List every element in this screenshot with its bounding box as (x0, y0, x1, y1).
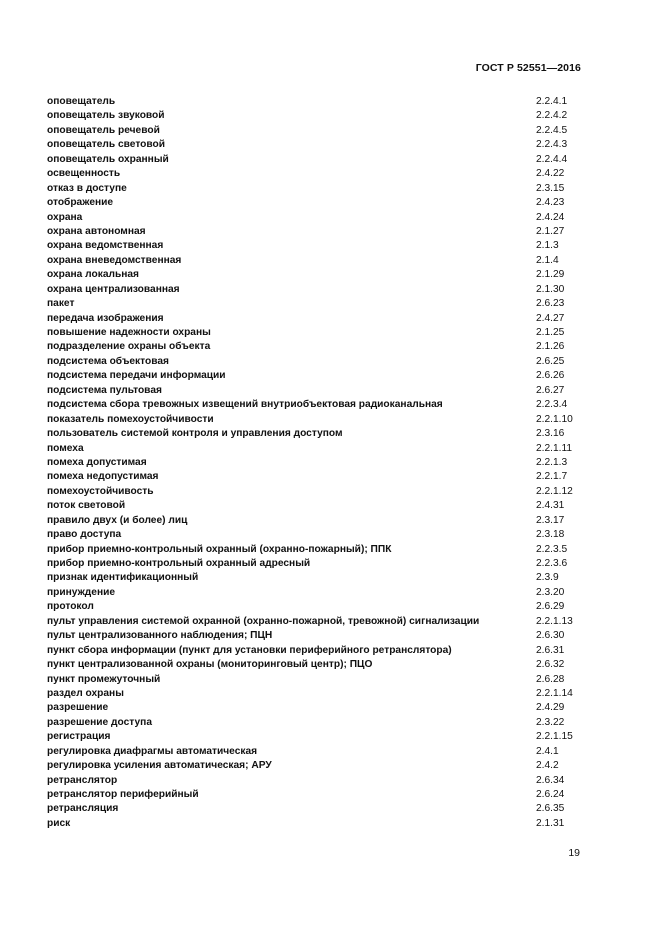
index-reference: 2.4.29 (536, 702, 565, 714)
index-entry (47, 153, 587, 167)
index-reference: 2.4.22 (536, 168, 565, 180)
index-term: пункт сбора информации (пункт для установки периферийного ретранслятора) (47, 644, 452, 656)
index-reference: 2.2.1.15 (536, 731, 573, 743)
index-reference: 2.6.24 (536, 789, 565, 800)
index-reference: 2.3.22 (536, 716, 565, 728)
index-reference: 2.6.35 (536, 803, 565, 815)
index-reference: 2.3.15 (536, 182, 565, 194)
index-reference: 2.1.3 (536, 240, 559, 252)
index-entry (47, 557, 587, 571)
index-term: пользователь системой контроля и управления доступом (47, 428, 343, 440)
index-entry (47, 297, 587, 311)
index-term: пакет (47, 298, 75, 310)
index-reference: 2.3.9 (536, 572, 559, 584)
index-reference: 2.6.25 (536, 355, 565, 367)
index-term: охрана автономная (47, 225, 146, 237)
index-reference: 2.2.1.10 (536, 413, 573, 425)
index-term: пульт централизованного наблюдения; ПЦН (47, 630, 273, 642)
index-term: оповещатель охранный (47, 153, 169, 165)
index-entry (47, 644, 587, 658)
index-term: подсистема передачи информации (47, 370, 226, 382)
index-reference: 2.6.31 (536, 644, 565, 656)
index-entry (47, 586, 587, 600)
index-reference: 2.2.4.4 (536, 153, 568, 165)
index-entry (47, 95, 587, 109)
index-term: передача изображения (47, 312, 164, 324)
index-term: поток световой (47, 500, 126, 512)
index-reference: 2.4.2 (536, 760, 559, 772)
index-entry (47, 109, 587, 123)
index-entry (47, 442, 587, 456)
index-term: разрешение доступа (47, 716, 152, 728)
index-term: охрана (47, 211, 83, 223)
index-reference: 2.2.4.3 (536, 139, 568, 151)
index-entry (47, 499, 587, 513)
index-entry (47, 211, 587, 225)
index-reference: 2.6.34 (536, 774, 565, 786)
index-reference: 2.2.1.12 (536, 485, 573, 497)
index-term: подсистема объектовая (47, 355, 169, 367)
index-entry (47, 687, 587, 701)
index-term: раздел охраны (47, 687, 124, 699)
index-reference: 2.3.18 (536, 529, 565, 541)
index-term: ретранслятор (47, 774, 118, 786)
index-entry (47, 196, 587, 210)
index-reference: 2.4.24 (536, 211, 565, 223)
index-entry (47, 802, 587, 816)
index-reference: 2.2.3.5 (536, 543, 568, 555)
index-term: принуждение (47, 586, 116, 598)
index-term: оповещатель световой (47, 139, 166, 151)
index-entry (47, 543, 587, 557)
index-reference: 2.6.30 (536, 630, 565, 642)
index-reference: 2.2.1.13 (536, 615, 573, 627)
index-entry (47, 571, 587, 585)
index-reference: 2.4.31 (536, 500, 565, 512)
index-term: пункт централизованной охраны (мониторинговый центр); ПЦО (47, 659, 373, 671)
index-term: прибор приемно-контрольный охранный адресный (47, 558, 311, 569)
index-entry (47, 673, 587, 687)
index-entry (47, 427, 587, 441)
index-entry (47, 730, 587, 744)
index-term: прибор приемно-контрольный охранный (охранно-пожарный); ППК (47, 543, 392, 555)
index-term: подсистема пультовая (47, 384, 162, 396)
index-term: регулировка диафрагмы автоматическая (47, 745, 258, 757)
index-entry (47, 629, 587, 643)
index-term: право доступа (47, 529, 122, 541)
index-entry (47, 716, 587, 730)
index-entry (47, 701, 587, 715)
index-entry (47, 283, 587, 297)
index-reference: 2.2.3.4 (536, 399, 568, 411)
index-entry (47, 225, 587, 239)
index-entry (47, 355, 587, 369)
index-term: признак идентификационный (47, 572, 199, 584)
index-reference: 2.2.4.5 (536, 124, 568, 136)
index-reference: 2.1.27 (536, 225, 565, 237)
index-term: охрана вневедомственная (47, 254, 182, 266)
index-reference: 2.3.17 (536, 514, 565, 526)
index-entry (47, 528, 587, 542)
index-reference: 2.6.28 (536, 673, 565, 685)
index-reference: 2.1.30 (536, 283, 565, 295)
index-entry (47, 745, 587, 759)
index-term: отображение (47, 197, 114, 209)
index-term: разрешение (47, 702, 109, 714)
index-term: оповещатель речевой (47, 124, 160, 136)
index-entry (47, 514, 587, 528)
index-term: помеха недопустимая (47, 471, 159, 483)
index-term: охрана централизованная (47, 283, 180, 295)
index-term: подсистема сбора тревожных извещений внутриобъектовая радиоканальная (47, 399, 443, 411)
index-entry (47, 817, 587, 831)
index-term: помеха допустимая (47, 456, 147, 468)
page-number: 19 (568, 847, 580, 859)
index-reference: 2.1.29 (536, 269, 565, 281)
index-entry (47, 470, 587, 484)
index-reference: 2.1.4 (536, 254, 559, 266)
index-reference: 2.1.26 (536, 341, 565, 353)
index-term: помеха (47, 442, 84, 454)
index-reference: 2.4.23 (536, 197, 565, 209)
index-entry (47, 124, 587, 138)
index-reference: 2.2.1.7 (536, 471, 568, 483)
index-entry (47, 167, 587, 181)
index-reference: 2.6.27 (536, 384, 565, 396)
index-entry (47, 600, 587, 614)
index-entry (47, 398, 587, 412)
index-entry (47, 788, 587, 802)
index-reference: 2.6.32 (536, 659, 565, 671)
index-reference: 2.6.29 (536, 601, 565, 613)
index-reference: 2.2.4.2 (536, 110, 568, 122)
index-entry (47, 182, 587, 196)
index-entry (47, 774, 587, 788)
index-entry (47, 239, 587, 253)
index-term: охрана локальная (47, 269, 139, 281)
index-entry (47, 326, 587, 340)
index-entry (47, 413, 587, 427)
index-reference: 2.1.31 (536, 817, 565, 829)
index-reference: 2.2.4.1 (536, 96, 568, 107)
term-index (47, 95, 587, 831)
index-entry (47, 369, 587, 383)
index-term: правило двух (и более) лиц (47, 514, 188, 526)
index-term: охрана ведомственная (47, 240, 164, 252)
index-entry (47, 254, 587, 268)
index-entry (47, 615, 587, 629)
index-reference: 2.3.16 (536, 428, 565, 440)
index-reference: 2.4.27 (536, 312, 565, 324)
index-term: оповещатель звуковой (47, 110, 165, 122)
index-term: пункт промежуточный (47, 673, 161, 685)
document-header: ГОСТ Р 52551—2016 (475, 62, 581, 74)
index-term: подразделение охраны объекта (47, 341, 211, 353)
index-entry (47, 384, 587, 398)
index-term: освещенность (47, 168, 121, 180)
index-term: повышение надежности охраны (47, 327, 211, 338)
index-term: регистрация (47, 731, 111, 743)
index-term: помехоустойчивость (47, 485, 154, 497)
index-term: ретрансляция (47, 803, 119, 815)
index-term: показатель помехоустойчивости (47, 413, 214, 425)
index-entry (47, 312, 587, 326)
index-term: протокол (47, 601, 94, 613)
index-entry (47, 759, 587, 773)
index-reference: 2.2.1.14 (536, 687, 573, 699)
index-term: ретранслятор периферийный (47, 789, 199, 800)
index-entry (47, 138, 587, 152)
index-reference: 2.1.25 (536, 327, 565, 338)
index-term: риск (47, 817, 71, 829)
index-entry (47, 340, 587, 354)
index-reference: 2.2.1.11 (536, 442, 573, 454)
index-reference: 2.2.1.3 (536, 456, 568, 468)
index-reference: 2.6.23 (536, 298, 565, 310)
index-entry (47, 456, 587, 470)
index-entry (47, 658, 587, 672)
index-term: пульт управления системой охранной (охранно-пожарной, тревожной) сигнализации (47, 615, 480, 627)
index-term: отказ в доступе (47, 182, 127, 194)
index-term: регулировка усиления автоматическая; АРУ (47, 760, 272, 772)
index-reference: 2.2.3.6 (536, 558, 568, 569)
index-term: оповещатель (47, 96, 116, 107)
index-entry (47, 485, 587, 499)
index-reference: 2.3.20 (536, 586, 565, 598)
index-reference: 2.4.1 (536, 745, 559, 757)
index-reference: 2.6.26 (536, 370, 565, 382)
index-entry (47, 268, 587, 282)
